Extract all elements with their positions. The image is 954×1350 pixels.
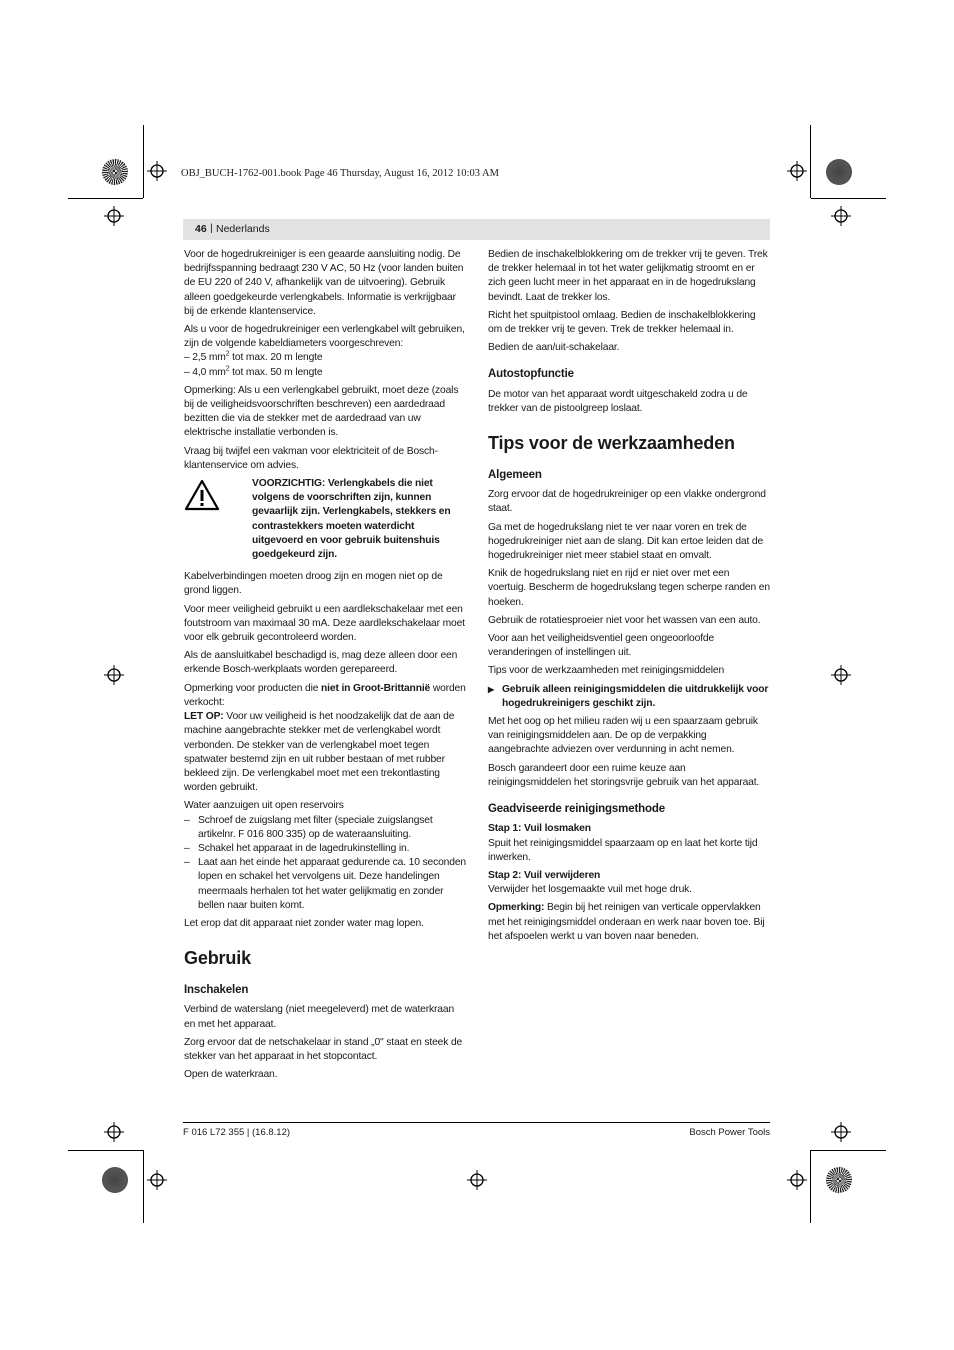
registration-mark-icon [787, 161, 807, 181]
paragraph: Bedien de aan/uit-schakelaar. [488, 342, 620, 354]
paragraph: Als u voor de hogedrukreiniger een verlengkabel wilt gebruiken, zijn de volgende kabeldiameters voorgeschreven: [184, 324, 465, 350]
registration-mark-icon [831, 665, 851, 685]
registration-mark-icon [467, 1170, 487, 1190]
paragraph: Opmerking voor producten die niet in Groot-Brittannië worden verkocht: [184, 682, 466, 708]
warning-triangle-icon [184, 479, 220, 511]
registration-mark-icon [831, 206, 851, 226]
paragraph: Spuit het reinigingsmiddel spaarzaam op en laat het korte tijd inwerken. [488, 837, 758, 863]
footer-rule [183, 1122, 770, 1123]
paragraph: Opmerking: Begin bij het reinigen van verticale oppervlakken met het reinigingsmiddel onderaan en werk naar boven toe. Bij het afspoelen werkt u van boven naar beneden. [488, 902, 765, 942]
paragraph: Tips voor de werkzaamheden met reinigingsmiddelen [488, 665, 725, 677]
subsection-heading: Geadviseerde reinigingsmethode [488, 803, 666, 816]
page-header [183, 219, 770, 240]
crop-mark [810, 1150, 811, 1223]
paragraph: Gebruik de rotatiesproeier niet voor het wassen van een auto. [488, 614, 761, 626]
registration-mark-icon [831, 1122, 851, 1142]
registration-mark-icon [104, 1122, 124, 1142]
paragraph: De motor van het apparaat wordt uitgeschakeld zodra u de trekker van de pistoolgreep loslaat. [488, 388, 748, 414]
step-title: Stap 2: Vuil verwijderen [488, 869, 601, 881]
list-item: – Schroef de zuigslang met filter (speciale zuigslangset artikelnr. F 016 800 335) op de wateraansluiting. [184, 814, 466, 842]
crop-mark [811, 198, 886, 199]
header-separator: | [210, 222, 213, 234]
instruction-list [184, 814, 466, 913]
registration-mark-icon [104, 206, 124, 226]
paragraph: LET OP: Voor uw veiligheid is het noodzakelijk dat de aan de machine aangebrachte stekker met de verlengkabel wordt verbonden. De stekker van de verlengkabel moet tegen spatwater bestemd zijn en uit rubber bestaan of met rubber bekleed zijn. De verlengkabel moet met een trekontlasting worden gebruikt. [184, 711, 455, 794]
page-number: 46 [195, 223, 207, 235]
paragraph: Als de aansluitkabel beschadigd is, mag deze alleen door een erkende Bosch-werkplaats worden gerepareerd. [184, 650, 458, 676]
star-target-icon [102, 159, 128, 185]
footer-code: F 016 L72 355 | (16.8.12) [183, 1127, 291, 1138]
paragraph: Open de waterkraan. [184, 1069, 278, 1081]
subsection-heading: Inschakelen [184, 984, 249, 997]
crop-mark [810, 125, 811, 198]
paragraph: Verbind de waterslang (niet meegeleverd) met de waterkraan en met het apparaat. [184, 1004, 455, 1030]
left-column [184, 248, 466, 1086]
subsection-heading: Autostopfunctie [488, 368, 574, 381]
paragraph: Met het oog op het milieu raden wij u een spaarzaam gebruik van reinigingsmiddelen aan. De op de verpakking aangebrachte adviezen over verdunning in acht nemen. [488, 716, 758, 756]
section-heading: Gebruik [184, 948, 251, 969]
paragraph: Let erop dat dit apparaat niet zonder water mag lopen. [184, 917, 424, 929]
footer-brand: Bosch Power Tools [689, 1127, 770, 1138]
crop-mark [811, 1150, 886, 1151]
crop-mark [68, 198, 143, 199]
crop-mark [143, 1150, 144, 1223]
gray-target-icon [826, 159, 852, 185]
paragraph: Zorg ervoor dat de netschakelaar in stand „0" staat en steek de stekker van het apparaat in het stopcontact. [184, 1036, 463, 1062]
registration-mark-icon [787, 1170, 807, 1190]
section-heading: Tips voor de werkzaamheden [488, 433, 735, 454]
paragraph: Opmerking: Als u een verlengkabel gebruikt, moet deze (zoals bij de veiligheidsvoorschriften beschreven) een aardedraad bezitten die via de stekker met de aardedraad van uw elektrische installatie verbonden is. [184, 384, 459, 439]
paragraph: Ga met de hogedrukslang niet te ver naar voren en trek de hogedrukreiniger niet aan de slang. Dit kan ertoe leiden dat de hogedrukreiniger niet meer stabiel staat en omvalt. [488, 521, 764, 562]
arrow-list-item: ▶ Gebruik alleen reinigingsmiddelen die uitdrukkelijk voor hogedrukreinigers geschikt zijn. [488, 683, 770, 711]
book-info: OBJ_BUCH-1762-001.book Page 46 Thursday, August 16, 2012 10:03 AM [181, 168, 499, 179]
subsection-heading: Algemeen [488, 469, 542, 482]
paragraph: Zorg ervoor dat de hogedrukreiniger op een vlakke ondergrond staat. [488, 489, 766, 515]
right-column [488, 248, 770, 948]
paragraph: Verwijder het losgemaakte vuil met hoge druk. [488, 884, 692, 896]
warning-text: VOORZICHTIG: Verlengkabels die niet volgens de voorschriften zijn, kunnen gevaarlijk zijn. Verlengkabels, stekkers en contrastekkers moeten waterdicht uitgevoerd en voor gebruik buitenshuis goedgekeurd zijn. [252, 478, 451, 561]
paragraph: Knik de hogedrukslang niet en rijd er niet over met een voertuig. Bescherm de hogedrukslang tegen scherpe randen en hoeken. [488, 568, 770, 608]
paragraph: Voor aan het veiligheidsventiel geen ongeoorloofde veranderingen of instellingen uit. [488, 633, 715, 659]
list-item: – Schakel het apparaat in de lagedrukinstelling in. [184, 842, 466, 856]
paragraph: Bedien de inschakelblokkering om de trekker vrij te geven. Trek de trekker helemaal in tot het water gelijkmatig stroomt en er zich geen lucht meer in het apparaat en in de hogedrukslang bevindt. Laat de trekker los. [488, 249, 768, 303]
crop-mark [143, 125, 144, 198]
registration-mark-icon [104, 665, 124, 685]
crop-mark [68, 1150, 143, 1151]
paragraph: Richt het spuitpistool omlaag. Bedien de inschakelblokkering om de trekker vrij te geven. Trek de trekker helemaal in. [488, 309, 756, 336]
step-title: Stap 1: Vuil losmaken [488, 823, 591, 835]
paragraph: Water aanzuigen uit open reservoirs [184, 800, 344, 812]
paragraph: Voor meer veiligheid gebruikt u een aardlekschakelaar met een foutstroom van maximaal 30 mA. Deze aardlekschakelaar moet voor elk gebruik gecontroleerd worden. [184, 603, 465, 644]
paragraph: Voor de hogedrukreiniger is een geaarde aansluiting nodig. De bedrijfsspanning bedraagt 230 V AC, 50 Hz (voor landen buiten de EU 220 of 240 V, afhankelijk van de uitvoering). Gebruik alleen goedgekeurde verlengkabels. Informatie is verkrijgbaar bij de erkende klantenservice. [184, 249, 464, 317]
paragraph: Vraag bij twijfel een vakman voor elektriciteit of de Bosch-klantenservice om advies. [184, 445, 438, 471]
cable-spec: – 4,0 $mm^2$ tot max. 50 m lengte [184, 365, 323, 378]
gray-target-icon [102, 1167, 128, 1193]
paragraph: Bosch garandeert door een ruime keuze aan reinigingsmiddelen het storingsvrije gebruik van het apparaat. [488, 762, 760, 788]
list-item: – Laat aan het einde het apparaat gedurende ca. 10 seconden lopen en schakel het vervolgens uit. Deze handelingen meermaals herhalen tot het water gelijkmatig en zonder bellen naar buiten komt. [184, 856, 466, 913]
language-label: Nederlands [216, 223, 270, 235]
cable-spec: – 2,5 $mm^2$ tot max. 20 m lengte [184, 351, 323, 364]
warning-box [184, 477, 466, 562]
star-target-icon [826, 1167, 852, 1193]
registration-mark-icon [147, 161, 167, 181]
registration-mark-icon [147, 1170, 167, 1190]
paragraph: Kabelverbindingen moeten droog zijn en mogen niet op de grond liggen. [184, 571, 443, 597]
